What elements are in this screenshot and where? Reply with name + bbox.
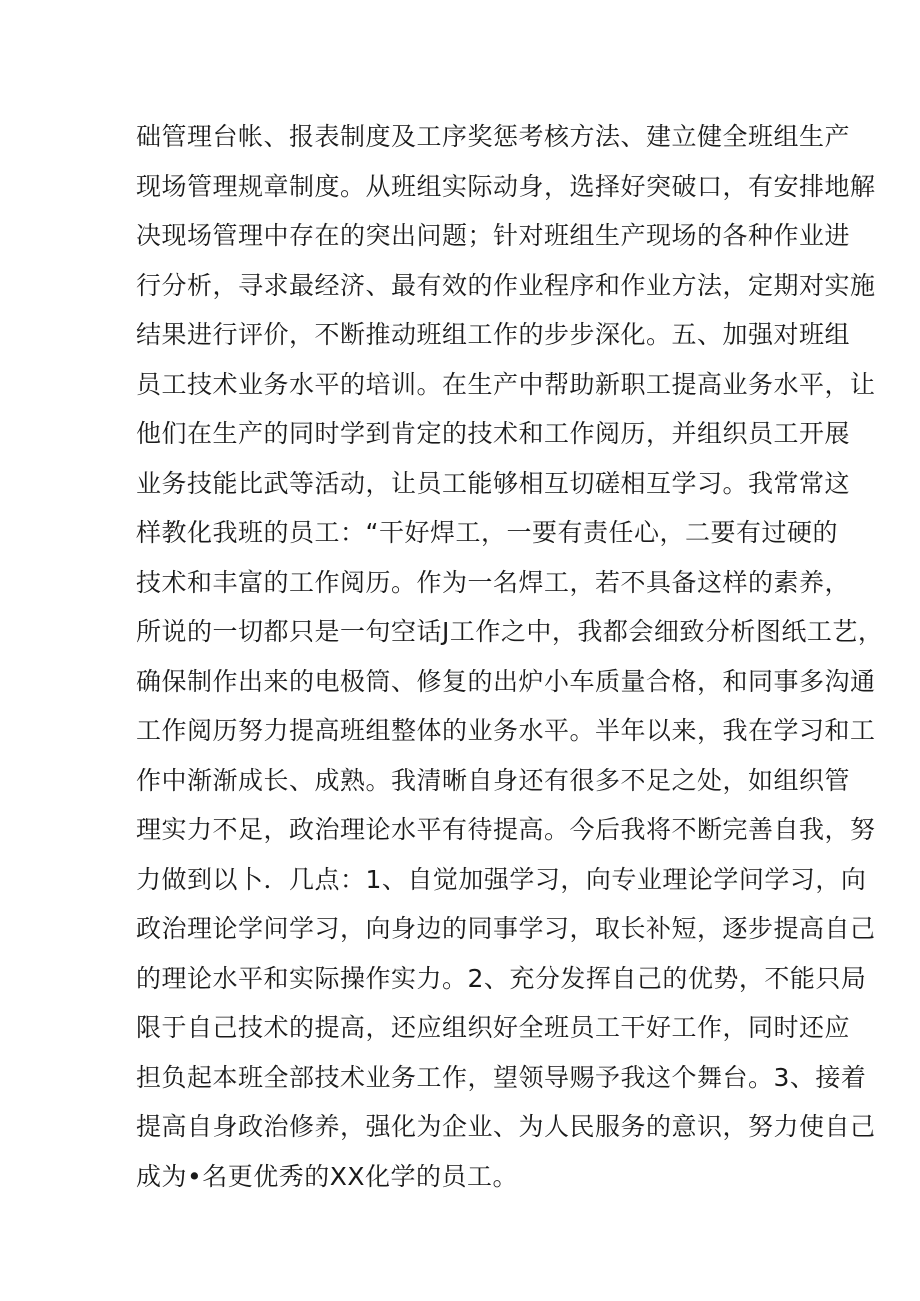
text-line: 的理论水平和实际操作实力。2、充分发挥自己的优势，不能只局 bbox=[136, 963, 867, 993]
text-line: 理实力不足，政治理论水平有待提高。今后我将不断完善自我，努 bbox=[136, 815, 876, 844]
text-line: 限于自己技术的提高，还应组织好全班员工干好工作，同时还应 bbox=[136, 1013, 851, 1042]
text-line: 他们在生产的同时学到肯定的技术和工作阅历，并组织员工开展 bbox=[136, 419, 851, 448]
text-line: 作中渐渐成长、成熟。我清晰自身还有很多不足之处，如组织管 bbox=[136, 765, 851, 795]
text-line: 结果进行评价，不断推动班组工作的步步深化。五、加强对班组 bbox=[136, 320, 851, 349]
text-line: 业务技能比武等活动，让员工能够相互切磋相互学习。我常常这 bbox=[136, 468, 851, 498]
text-line: 决现场管理中存在的突出问题；针对班组生产现场的各种作业进 bbox=[136, 221, 851, 250]
text-line: 担负起本班全部技术业务工作，望领导赐予我这个舞台。3、接着 bbox=[136, 1062, 867, 1092]
text-line: 政治理论学问学习，向身边的同事学习，取长补短，逐步提高自己 bbox=[136, 914, 876, 943]
text-line: 现场管理规章制度。从班组实际动身，选择好突破口，有安排地解 bbox=[136, 171, 876, 201]
text-line: 技术和丰富的工作阅历。作为一名焊工，若不具备这样的素养， bbox=[136, 567, 851, 597]
text-line: 力做到以卜．几点：1、自觉加强学习，向专业理论学问学习，向 bbox=[136, 864, 867, 894]
body-text bbox=[136, 118, 884, 1207]
text-line: 样教化我班的员工：“干好焊工，一要有责任心，二要有过硬的 bbox=[136, 518, 838, 547]
text-line: 础管理台帐、报表制度及工序奖惩考核方法、建立健全班组生产 bbox=[136, 122, 851, 151]
text-line: 工作阅历努力提高班组整体的业务水平。半年以来，我在学习和工 bbox=[136, 716, 876, 745]
text-line: 确保制作出来的电极筒、修复的出炉小车质量合格，和同事多沟通 bbox=[136, 666, 876, 696]
text-line: 员工技术业务水平的培训。在生产中帮助新职工提高业务水平，让 bbox=[136, 369, 876, 399]
text-line: 行分析，寻求最经济、最有效的作业程序和作业方法，定期对实施 bbox=[136, 270, 876, 300]
text-line: 提高自身政治修养，强化为企业、为人民服务的意识，努力使自己 bbox=[136, 1112, 876, 1141]
text-line: 成为•名更优秀的XX化学的员工。 bbox=[136, 1161, 519, 1191]
text-line: 所说的一切都只是一句空话J工作之中，我都会细致分析图纸工艺， bbox=[136, 617, 884, 646]
